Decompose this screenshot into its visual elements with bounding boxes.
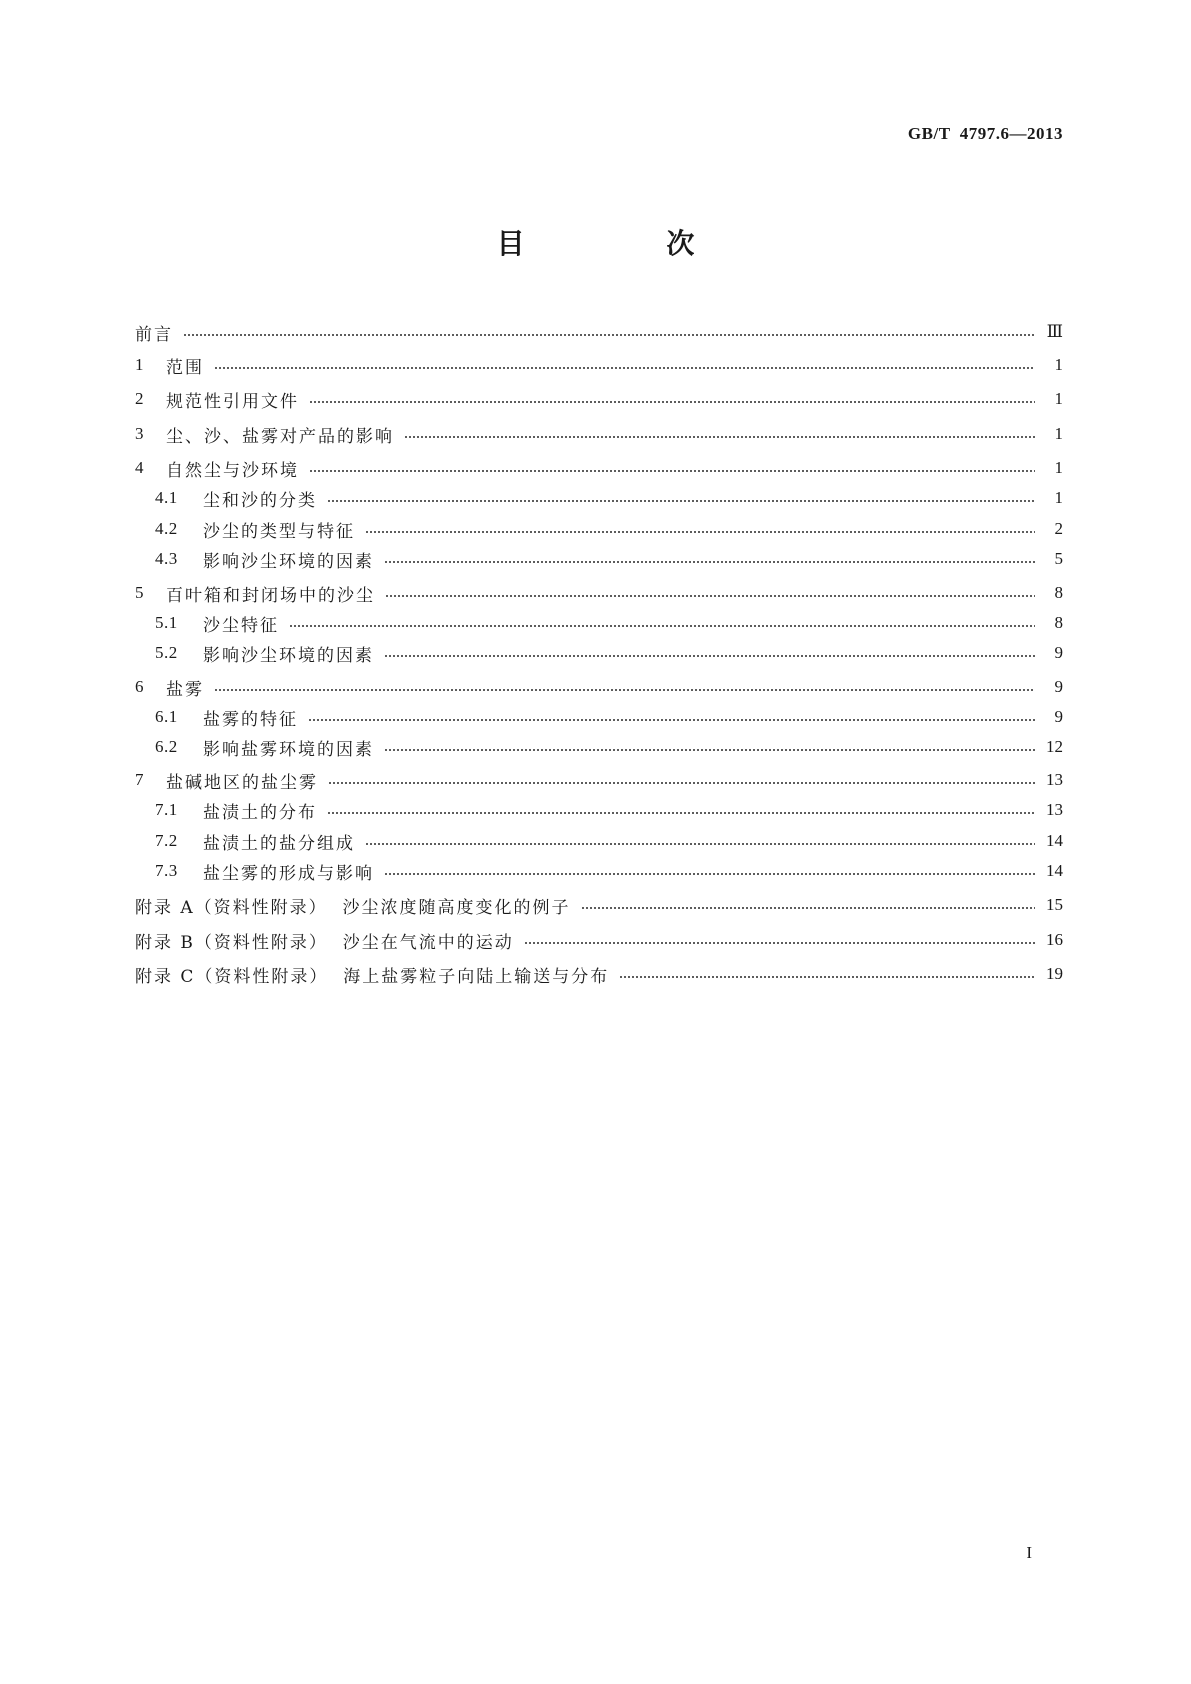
toc-entry-page: 1	[1054, 424, 1063, 443]
toc-entry-label: 盐尘雾的形成与影响	[203, 863, 374, 884]
toc-entry-foreword[interactable]	[135, 319, 1063, 345]
toc-entry-section-6-2[interactable]	[135, 734, 1063, 760]
toc-entry-section-5-1[interactable]	[135, 610, 1063, 636]
dot-leader	[308, 719, 1035, 721]
dot-leader	[214, 689, 1035, 691]
toc-entry-page: 8	[1054, 613, 1063, 632]
page-number: I	[1026, 1543, 1032, 1562]
dot-leader	[328, 782, 1035, 784]
toc-entry-section-5-2[interactable]	[135, 640, 1063, 666]
toc-entry-page: 5	[1054, 549, 1063, 568]
toc-entry-number: 6.2	[155, 737, 178, 756]
toc-entry-label: 盐碱地区的盐尘雾	[166, 772, 318, 793]
dot-leader	[327, 812, 1035, 814]
toc-entry-label: 盐渍土的盐分组成	[203, 833, 355, 854]
dot-leader	[384, 655, 1035, 657]
toc-entry-label: 盐渍土的分布	[203, 802, 317, 823]
toc-title: 目 次	[496, 227, 761, 260]
dot-leader	[384, 873, 1035, 875]
dot-leader	[524, 942, 1035, 944]
toc-entry-section-6[interactable]	[135, 674, 1063, 700]
toc-entry-page: 9	[1054, 707, 1063, 726]
toc-entry-label: 沙尘特征	[203, 615, 279, 636]
standard-code: GB/T 4797.6—2013	[907, 124, 1063, 143]
dot-leader	[309, 401, 1035, 403]
dot-leader	[365, 843, 1035, 845]
toc-entry-section-7[interactable]	[135, 767, 1063, 793]
dot-leader	[619, 976, 1035, 978]
toc-entry-label: 附录 A（资料性附录） 沙尘浓度随高度变化的例子	[135, 897, 571, 918]
toc-entry-number: 4	[135, 458, 144, 477]
toc-entry-label: 附录 C（资料性附录） 海上盐雾粒子向陆上输送与分布	[135, 966, 610, 987]
toc-entry-normative-references[interactable]	[135, 386, 1063, 412]
toc-entry-number: 2	[135, 389, 144, 408]
toc-entry-page: Ⅲ	[1046, 322, 1063, 341]
dot-leader	[289, 625, 1035, 627]
toc-entry-number: 3	[135, 424, 144, 443]
dot-leader	[183, 334, 1035, 336]
dot-leader	[404, 436, 1035, 438]
toc-entry-appendix-c[interactable]	[135, 961, 1063, 987]
toc-entry-label: 规范性引用文件	[166, 391, 299, 412]
toc-entry-page: 1	[1054, 355, 1063, 374]
toc-entry-page: 14	[1046, 861, 1063, 880]
toc-entry-page: 15	[1046, 895, 1063, 914]
dot-leader	[309, 470, 1035, 472]
toc-entry-label: 影响沙尘环境的因素	[203, 645, 374, 666]
toc-entry-page: 14	[1046, 831, 1063, 850]
toc-entry-appendix-a[interactable]	[135, 892, 1063, 918]
toc-entry-appendix-b[interactable]	[135, 927, 1063, 953]
toc-entry-number: 4.2	[155, 519, 178, 538]
toc-entry-page: 1	[1054, 488, 1063, 507]
toc-entry-page: 1	[1054, 389, 1063, 408]
dot-leader	[384, 749, 1035, 751]
toc-entry-section-4-2[interactable]	[135, 516, 1063, 542]
toc-entry-label: 盐雾的特征	[203, 709, 298, 730]
toc-entry-number: 5.1	[155, 613, 178, 632]
toc-entry-number: 4.3	[155, 549, 178, 568]
toc-entry-label: 影响盐雾环境的因素	[203, 739, 374, 760]
toc-entry-section-3[interactable]	[135, 421, 1063, 447]
dot-leader	[581, 907, 1036, 909]
toc-entry-section-7-3[interactable]	[135, 858, 1063, 884]
toc-entry-label: 自然尘与沙环境	[166, 460, 299, 481]
toc-entry-number: 1	[135, 355, 144, 374]
toc-entry-page: 13	[1046, 770, 1063, 789]
dot-leader	[214, 367, 1035, 369]
toc-entry-number: 6	[135, 677, 144, 696]
toc-entry-section-5[interactable]	[135, 580, 1063, 606]
toc-entry-number: 7.3	[155, 861, 178, 880]
toc-entry-page: 19	[1046, 964, 1063, 983]
toc-entry-label: 尘、沙、盐雾对产品的影响	[166, 426, 394, 447]
toc-entry-label: 百叶箱和封闭场中的沙尘	[166, 585, 375, 606]
toc-entry-section-6-1[interactable]	[135, 704, 1063, 730]
toc-entry-page: 8	[1054, 583, 1063, 602]
toc-entry-label: 盐雾	[166, 679, 204, 700]
toc-entry-label: 前言	[135, 324, 173, 345]
toc-entry-scope[interactable]	[135, 352, 1063, 378]
dot-leader	[365, 531, 1035, 533]
toc-entry-label: 沙尘的类型与特征	[203, 521, 355, 542]
toc-entry-page: 1	[1054, 458, 1063, 477]
toc-entry-section-7-2[interactable]	[135, 828, 1063, 854]
toc-entry-page: 9	[1054, 677, 1063, 696]
toc-entry-number: 5.2	[155, 643, 178, 662]
toc-entry-label: 影响沙尘环境的因素	[203, 551, 374, 572]
dot-leader	[384, 561, 1035, 563]
toc-entry-section-4[interactable]	[135, 455, 1063, 481]
toc-entry-page: 13	[1046, 800, 1063, 819]
toc-entry-label: 范围	[166, 357, 204, 378]
toc-entry-page: 12	[1046, 737, 1063, 756]
dot-leader	[385, 595, 1035, 597]
toc-entry-section-7-1[interactable]	[135, 797, 1063, 823]
toc-entry-section-4-1[interactable]	[135, 485, 1063, 511]
toc-entry-page: 2	[1054, 519, 1063, 538]
toc-entry-number: 7.2	[155, 831, 178, 850]
toc-entry-number: 5	[135, 583, 144, 602]
toc-entry-label: 附录 B（资料性附录） 沙尘在气流中的运动	[135, 932, 514, 953]
toc-entry-section-4-3[interactable]	[135, 546, 1063, 572]
toc-entry-number: 6.1	[155, 707, 178, 726]
toc-entry-page: 9	[1054, 643, 1063, 662]
toc-entry-number: 7.1	[155, 800, 178, 819]
dot-leader	[327, 500, 1035, 502]
toc-entry-page: 16	[1046, 930, 1063, 949]
toc-entry-number: 4.1	[155, 488, 178, 507]
toc-entry-label: 尘和沙的分类	[203, 490, 317, 511]
toc-entry-number: 7	[135, 770, 144, 789]
